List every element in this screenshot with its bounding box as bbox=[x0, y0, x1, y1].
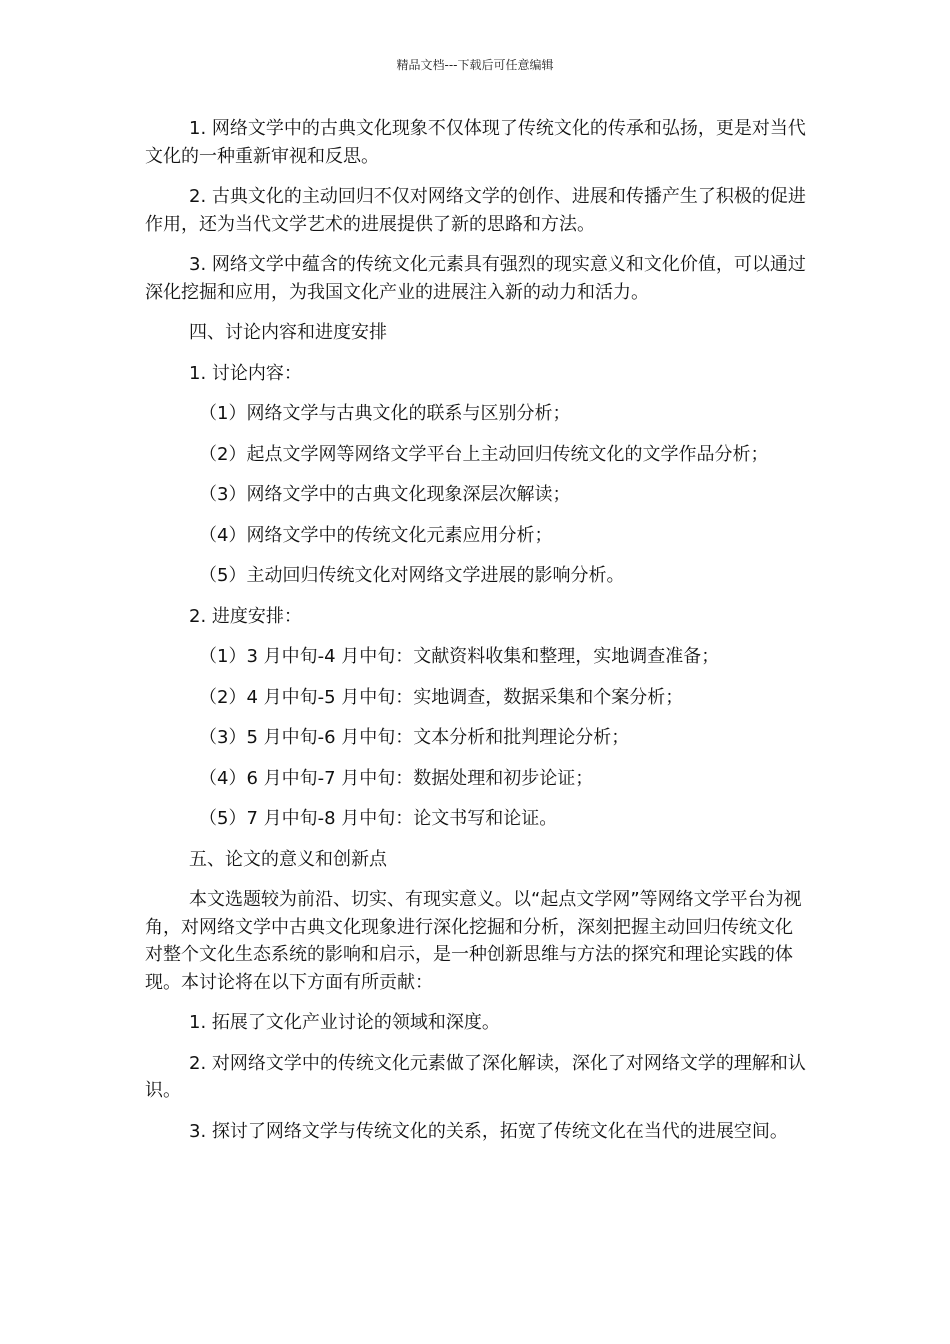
schedule-item-4: （4）6 月中旬-7 月中旬：数据处理和初步论证； bbox=[199, 767, 594, 789]
contribution-item-3: 3. 探讨了网络文学与传统文化的关系，拓宽了传统文化在当代的进展空间。 bbox=[189, 1120, 788, 1142]
page-header: 精品文档---下载后可任意编辑 bbox=[396, 58, 554, 72]
research-content-item-3: （3）网络文学中的古典文化现象深层次解读； bbox=[199, 484, 571, 505]
contribution-item-2: 2. 对网络文学中的传统文化元素做了深化解读，深化了对网络文学的理解和认识。 bbox=[145, 1052, 806, 1101]
section-heading-research-plan: 四、讨论内容和进度安排 bbox=[189, 322, 387, 343]
paragraph-conclusion-2: 2. 古典文化的主动回归不仅对网络文学的创作、进展和传播产生了积极的促进作用，还为当代文学艺术的进展提供了新的思路和方法。 bbox=[145, 186, 806, 235]
schedule-item-2: （2）4 月中旬-5 月中旬：实地调查，数据采集和个案分析； bbox=[199, 686, 684, 708]
paragraph-conclusion-1: 1. 网络文学中的古典文化现象不仅体现了传统文化的传承和弘扬，更是对当代文化的一种重新审视和反思。 bbox=[145, 118, 806, 167]
subheading-schedule: 2. 进度安排： bbox=[189, 605, 302, 627]
paragraph-significance-intro: 本文选题较为前沿、切实、有现实意义。以“起点文学网”等网络文学平台为视角，对网络文学中古典文化现象进行深化挖掘和分析，深刻把握主动回归传统文化对整个文化生态系统的影响和启示，是一种创新思维与方法的探究和理论实践的体现。本讨论将在以下方面有所贡献： bbox=[145, 889, 802, 993]
section-heading-significance: 五、论文的意义和创新点 bbox=[189, 848, 387, 870]
document-body bbox=[145, 115, 810, 1158]
paragraph-conclusion-3: 3. 网络文学中蕴含的传统文化元素具有强烈的现实意义和文化价值，可以通过深化挖掘和应用，为我国文化产业的进展注入新的动力和活力。 bbox=[145, 254, 806, 303]
schedule-item-1: （1）3 月中旬-4 月中旬：文献资料收集和整理，实地调查准备； bbox=[199, 646, 720, 667]
research-content-item-2: （2）起点文学网等网络文学平台上主动回归传统文化的文学作品分析； bbox=[199, 443, 769, 465]
schedule-item-5: （5）7 月中旬-8 月中旬：论文书写和论证。 bbox=[199, 808, 558, 829]
research-content-item-5: （5）主动回归传统文化对网络文学进展的影响分析。 bbox=[199, 565, 625, 586]
contribution-item-1: 1. 拓展了文化产业讨论的领域和深度。 bbox=[189, 1012, 500, 1033]
research-content-item-1: （1）网络文学与古典文化的联系与区别分析； bbox=[199, 403, 571, 424]
subheading-research-content: 1. 讨论内容： bbox=[189, 362, 302, 384]
schedule-item-3: （3）5 月中旬-6 月中旬：文本分析和批判理论分析； bbox=[199, 727, 630, 748]
research-content-item-4: （4）网络文学中的传统文化元素应用分析； bbox=[199, 524, 553, 546]
